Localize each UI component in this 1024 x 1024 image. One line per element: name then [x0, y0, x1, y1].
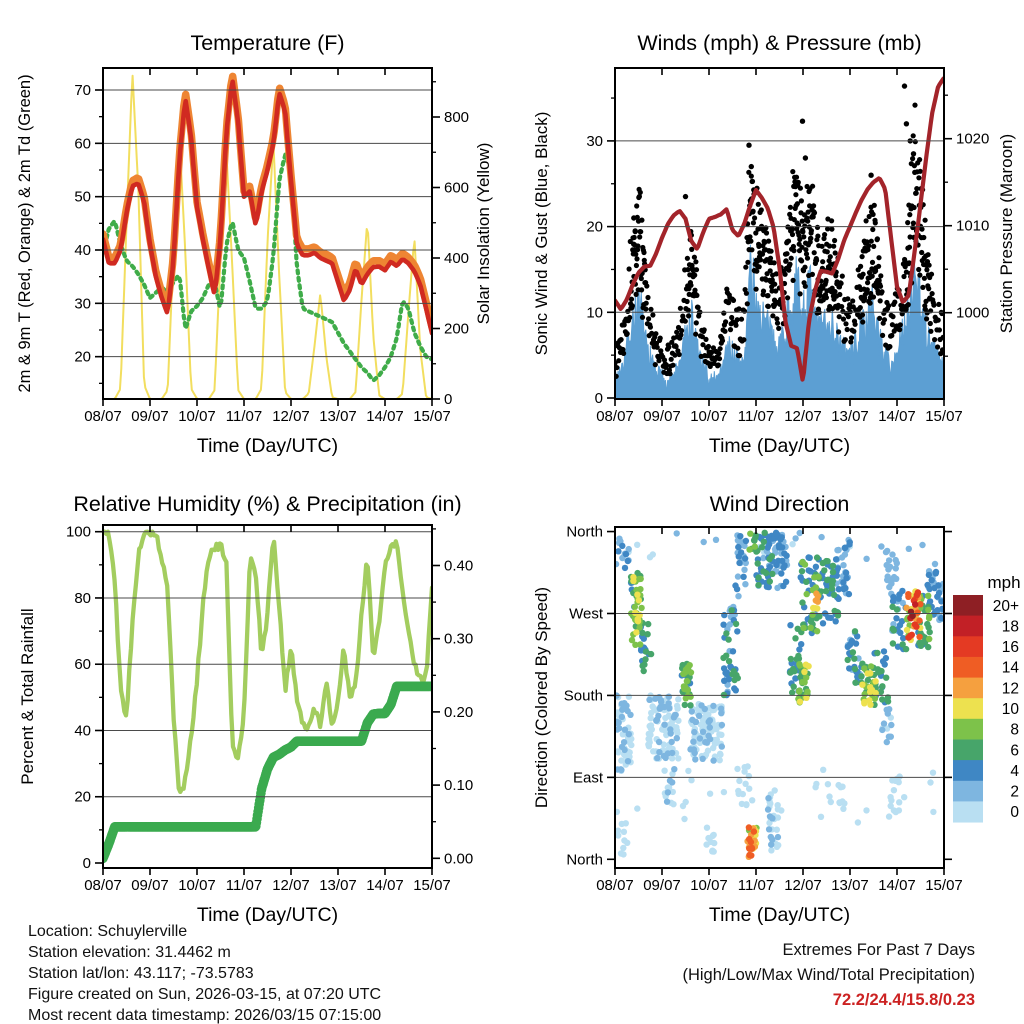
- svg-text:13/07: 13/07: [831, 877, 869, 894]
- svg-text:1000: 1000: [956, 304, 990, 322]
- svg-text:600: 600: [444, 179, 470, 197]
- wind-direction-panel: [613, 530, 946, 860]
- svg-text:Direction (Colored By Speed): Direction (Colored By Speed): [532, 586, 551, 809]
- svg-text:13/07: 13/07: [831, 408, 869, 425]
- svg-text:20: 20: [586, 218, 603, 236]
- svg-text:30: 30: [74, 295, 91, 313]
- svg-text:2m & 9m T (Red, Orange) & 2m T: 2m & 9m T (Red, Orange) & 2m Td (Green): [16, 74, 34, 393]
- figure-created-timestamp: Figure created on Sun, 2026-03-15, at 07:20 UTC: [28, 986, 382, 1003]
- svg-text:Percent & Total Rainfall: Percent & Total Rainfall: [18, 608, 37, 785]
- svg-text:mph: mph: [987, 573, 1021, 592]
- svg-text:09/07: 09/07: [643, 877, 681, 894]
- svg-text:10/07: 10/07: [178, 877, 216, 894]
- svg-text:Sonic Wind & Gust (Blue, Black: Sonic Wind & Gust (Blue, Black): [532, 111, 551, 356]
- svg-text:Time (Day/UTC): Time (Day/UTC): [196, 435, 339, 457]
- svg-text:0.30: 0.30: [444, 630, 474, 648]
- svg-text:12/07: 12/07: [272, 877, 310, 894]
- winds-pressure-series: [612, 79, 946, 399]
- speed-colorbar: [953, 573, 1021, 823]
- winds-pressure-panel: [612, 79, 946, 399]
- humidity-precip-series: [98, 532, 436, 863]
- svg-text:0: 0: [1010, 804, 1019, 822]
- svg-text:14/07: 14/07: [878, 877, 916, 894]
- svg-text:12: 12: [1001, 680, 1019, 698]
- svg-text:0: 0: [594, 390, 603, 407]
- svg-text:18: 18: [1001, 618, 1019, 636]
- station-location: Location: Schuylerville: [28, 923, 188, 940]
- svg-text:Time (Day/UTC): Time (Day/UTC): [708, 435, 851, 457]
- svg-text:70: 70: [74, 82, 91, 99]
- svg-text:Time (Day/UTC): Time (Day/UTC): [196, 904, 339, 926]
- temperature-panel: [103, 76, 432, 399]
- svg-text:11/07: 11/07: [225, 408, 263, 425]
- svg-text:10/07: 10/07: [178, 408, 216, 425]
- svg-text:4: 4: [1010, 762, 1019, 780]
- extremes-subtitle: (High/Low/Max Wind/Total Precipitation): [682, 966, 975, 984]
- humidity-precip-panel: [98, 532, 436, 863]
- svg-text:200: 200: [444, 320, 470, 338]
- svg-text:08/07: 08/07: [596, 408, 634, 425]
- svg-text:50: 50: [74, 188, 91, 206]
- svg-text:Relative Humidity (%) & Precip: Relative Humidity (%) & Precipitation (in): [73, 492, 462, 516]
- svg-text:12/07: 12/07: [272, 408, 310, 425]
- wind-direction-scatter: [613, 530, 946, 860]
- svg-text:0: 0: [444, 391, 453, 408]
- svg-text:North: North: [566, 523, 603, 541]
- svg-text:Time (Day/UTC): Time (Day/UTC): [708, 904, 851, 926]
- svg-text:09/07: 09/07: [131, 877, 169, 894]
- relative-humidity-line: [103, 532, 432, 792]
- svg-text:09/07: 09/07: [643, 408, 681, 425]
- total-rainfall-dots: [98, 682, 436, 864]
- svg-text:60: 60: [74, 656, 91, 674]
- svg-text:0.20: 0.20: [444, 703, 474, 721]
- station-info-block: [28, 921, 381, 1024]
- station-latlon: Station lat/lon: 43.117; -73.5783: [28, 965, 254, 982]
- svg-text:800: 800: [444, 109, 470, 126]
- svg-text:Solar Insolation (Yellow): Solar Insolation (Yellow): [474, 142, 493, 325]
- svg-text:2: 2: [1010, 783, 1019, 801]
- svg-text:0.10: 0.10: [444, 777, 474, 795]
- svg-text:20: 20: [74, 788, 91, 806]
- svg-text:08/07: 08/07: [84, 877, 122, 894]
- svg-text:20: 20: [74, 348, 91, 366]
- svg-text:1020: 1020: [956, 130, 990, 148]
- wind-gust-dots: [612, 83, 946, 379]
- svg-text:15/07: 15/07: [925, 877, 963, 894]
- svg-text:08/07: 08/07: [596, 877, 634, 894]
- svg-text:16: 16: [1001, 639, 1019, 657]
- svg-text:14/07: 14/07: [366, 408, 404, 425]
- svg-text:North: North: [566, 851, 603, 869]
- svg-text:60: 60: [74, 135, 91, 153]
- svg-text:12/07: 12/07: [784, 877, 822, 894]
- svg-text:11/07: 11/07: [737, 877, 775, 894]
- svg-text:14/07: 14/07: [366, 877, 404, 894]
- svg-text:15/07: 15/07: [413, 408, 451, 425]
- svg-text:1010: 1010: [956, 217, 990, 235]
- svg-text:13/07: 13/07: [319, 408, 357, 425]
- svg-text:14/07: 14/07: [878, 408, 916, 425]
- svg-text:100: 100: [65, 523, 91, 541]
- svg-text:Temperature (F): Temperature (F): [190, 31, 345, 55]
- station-pressure-line: [615, 79, 944, 380]
- svg-text:South: South: [563, 687, 603, 705]
- svg-text:6: 6: [1010, 742, 1019, 760]
- svg-text:30: 30: [586, 132, 603, 150]
- svg-text:12/07: 12/07: [784, 408, 822, 425]
- svg-text:15/07: 15/07: [925, 408, 963, 425]
- extremes-block: [682, 938, 975, 1013]
- svg-text:Winds (mph) & Pressure (mb): Winds (mph) & Pressure (mb): [637, 31, 922, 55]
- svg-text:13/07: 13/07: [319, 877, 357, 894]
- svg-text:20+: 20+: [992, 597, 1019, 615]
- svg-text:0.00: 0.00: [444, 850, 474, 868]
- svg-text:40: 40: [74, 722, 91, 740]
- svg-text:80: 80: [74, 589, 91, 607]
- svg-text:10: 10: [586, 304, 603, 322]
- svg-text:10: 10: [1001, 701, 1019, 718]
- temperature-series: [103, 76, 432, 399]
- svg-text:0: 0: [82, 855, 91, 872]
- svg-text:11/07: 11/07: [225, 877, 263, 894]
- svg-text:10/07: 10/07: [690, 877, 728, 894]
- svg-text:15/07: 15/07: [413, 877, 451, 894]
- station-elevation: Station elevation: 31.4462 m: [28, 944, 231, 961]
- extremes-values: 72.2/24.4/15.8/0.23: [832, 991, 975, 1009]
- svg-text:0.40: 0.40: [444, 557, 474, 575]
- svg-text:Wind Direction: Wind Direction: [709, 492, 850, 516]
- svg-text:8: 8: [1010, 721, 1019, 739]
- svg-text:East: East: [572, 769, 603, 787]
- extremes-title: Extremes For Past 7 Days: [782, 941, 975, 959]
- svg-text:40: 40: [74, 241, 91, 259]
- svg-text:10/07: 10/07: [690, 408, 728, 425]
- svg-text:14: 14: [1001, 659, 1019, 677]
- svg-text:11/07: 11/07: [737, 408, 775, 425]
- svg-text:400: 400: [444, 250, 470, 267]
- svg-text:Station Pressure (Maroon): Station Pressure (Maroon): [997, 133, 1016, 334]
- svg-text:08/07: 08/07: [84, 408, 122, 425]
- svg-text:West: West: [569, 605, 603, 623]
- svg-text:09/07: 09/07: [131, 408, 169, 425]
- temperature-axes: [16, 31, 493, 457]
- most-recent-data-timestamp: Most recent data timestamp: 2026/03/15 07:15:00: [28, 1007, 382, 1024]
